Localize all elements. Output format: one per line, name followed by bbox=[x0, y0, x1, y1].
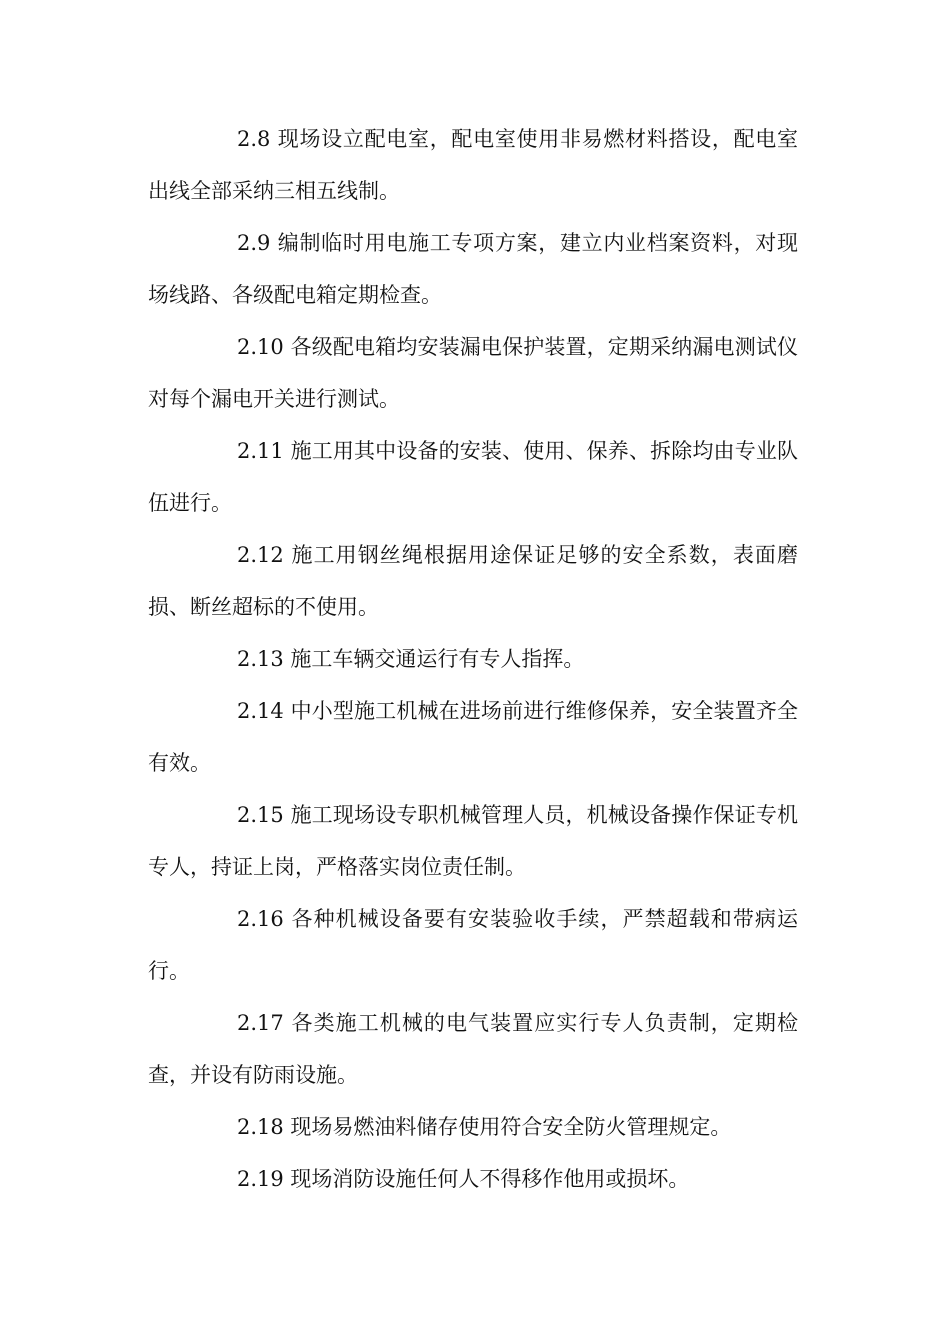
paragraph-2-19: 2.19 现场消防设施任何人不得移作他用或损坏。 bbox=[237, 1167, 690, 1191]
document-body bbox=[148, 113, 798, 1205]
paragraph-2-9: 2.9 编制临时用电施工专项方案，建立内业档案资料，对现场线路、各级配电箱定期检查。 bbox=[148, 231, 798, 307]
paragraph-2-8: 2.8 现场设立配电室，配电室使用非易燃材料搭设，配电室出线全部采纳三相五线制。 bbox=[148, 127, 798, 203]
paragraph-2-10: 2.10 各级配电箱均安装漏电保护装置，定期采纳漏电测试仪对每个漏电开关进行测试。 bbox=[148, 335, 798, 411]
paragraph-2-16: 2.16 各种机械设备要有安装验收手续，严禁超载和带病运行。 bbox=[148, 907, 798, 983]
paragraph-2-15: 2.15 施工现场设专职机械管理人员，机械设备操作保证专机专人，持证上岗，严格落实岗位责任制。 bbox=[148, 803, 798, 879]
paragraph-2-11: 2.11 施工用其中设备的安装、使用、保养、拆除均由专业队伍进行。 bbox=[148, 439, 798, 515]
paragraph-2-13: 2.13 施工车辆交通运行有专人指挥。 bbox=[237, 647, 585, 671]
paragraph-2-18: 2.18 现场易燃油料储存使用符合安全防火管理规定。 bbox=[237, 1115, 732, 1139]
paragraph-2-17: 2.17 各类施工机械的电气装置应实行专人负责制，定期检查，并设有防雨设施。 bbox=[148, 1011, 798, 1087]
paragraph-2-14: 2.14 中小型施工机械在进场前进行维修保养，安全装置齐全有效。 bbox=[148, 699, 798, 775]
paragraph-2-12: 2.12 施工用钢丝绳根据用途保证足够的安全系数，表面磨损、断丝超标的不使用。 bbox=[148, 543, 798, 619]
